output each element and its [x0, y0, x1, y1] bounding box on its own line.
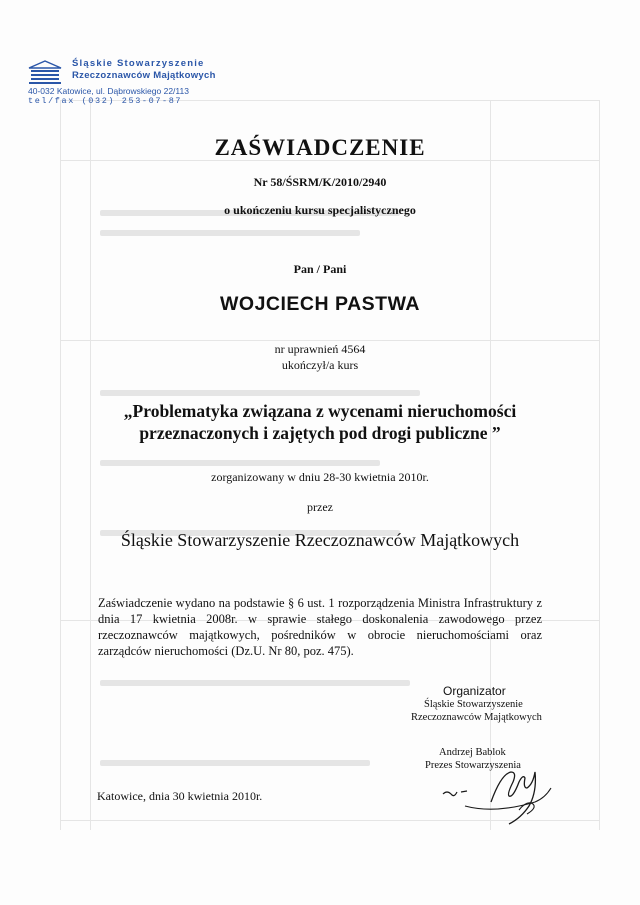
certificate-number: Nr 58/ŚSRM/K/2010/2940	[253, 175, 387, 189]
by-text: przez	[307, 500, 333, 514]
signer-name: Andrzej Bablok	[439, 747, 506, 758]
handwritten-signature	[435, 762, 555, 832]
course-title-line2: przeznaczonych i zajętych pod drogi publiczne ”	[139, 423, 501, 443]
salutation: Pan / Pani	[293, 262, 347, 276]
legal-basis-paragraph: Zaświadczenie wydano na podstawie § 6 ust. 1 rozporządzenia Ministra Infrastruktury z dnia 17 kwietnia 2008r. w sprawie stałego doskonalenia zawodowego przez rzeczoznawców majątkowych, pośredników w obrocie nieruchomościami oraz zarządców nieruchomości (Dz.U. Nr 80, poz. 475).	[98, 596, 542, 658]
license-number: nr uprawnień 4564	[274, 342, 366, 356]
organizer-label: Organizator	[443, 684, 506, 698]
course-title-line1: „Problematyka związana z wycenami nieruchomości	[123, 401, 517, 421]
organizer-full-name: Śląskie Stowarzyszenie Rzeczoznawców Majątkowych	[120, 530, 520, 550]
completion-text: o ukończeniu kursu specjalistycznego	[224, 203, 416, 217]
organized-date: zorganizowany w dniu 28-30 kwietnia 2010r.	[211, 470, 429, 484]
finished-course-text: ukończył/a kurs	[281, 358, 359, 372]
organizer-line2: Rzeczoznawców Majątkowych	[411, 712, 542, 723]
place-and-date: Katowice, dnia 30 kwietnia 2010r.	[97, 789, 263, 803]
building-icon	[28, 60, 62, 84]
certificate-title: ZAŚWIADCZENIE	[214, 135, 426, 160]
logo-phone: tel/fax (032) 253-07-87	[28, 96, 183, 106]
organizer-line1: Śląskie Stowarzyszenie	[424, 699, 523, 710]
logo-address: 40-032 Katowice, ul. Dąbrowskiego 22/113	[28, 86, 189, 96]
logo-name-line1: Śląskie Stowarzyszenie	[72, 58, 205, 69]
logo-name-line2: Rzeczoznawców Majątkowych	[72, 70, 216, 81]
person-name: WOJCIECH PASTWA	[220, 293, 420, 315]
signer-role: Prezes Stowarzyszenia	[425, 760, 521, 771]
